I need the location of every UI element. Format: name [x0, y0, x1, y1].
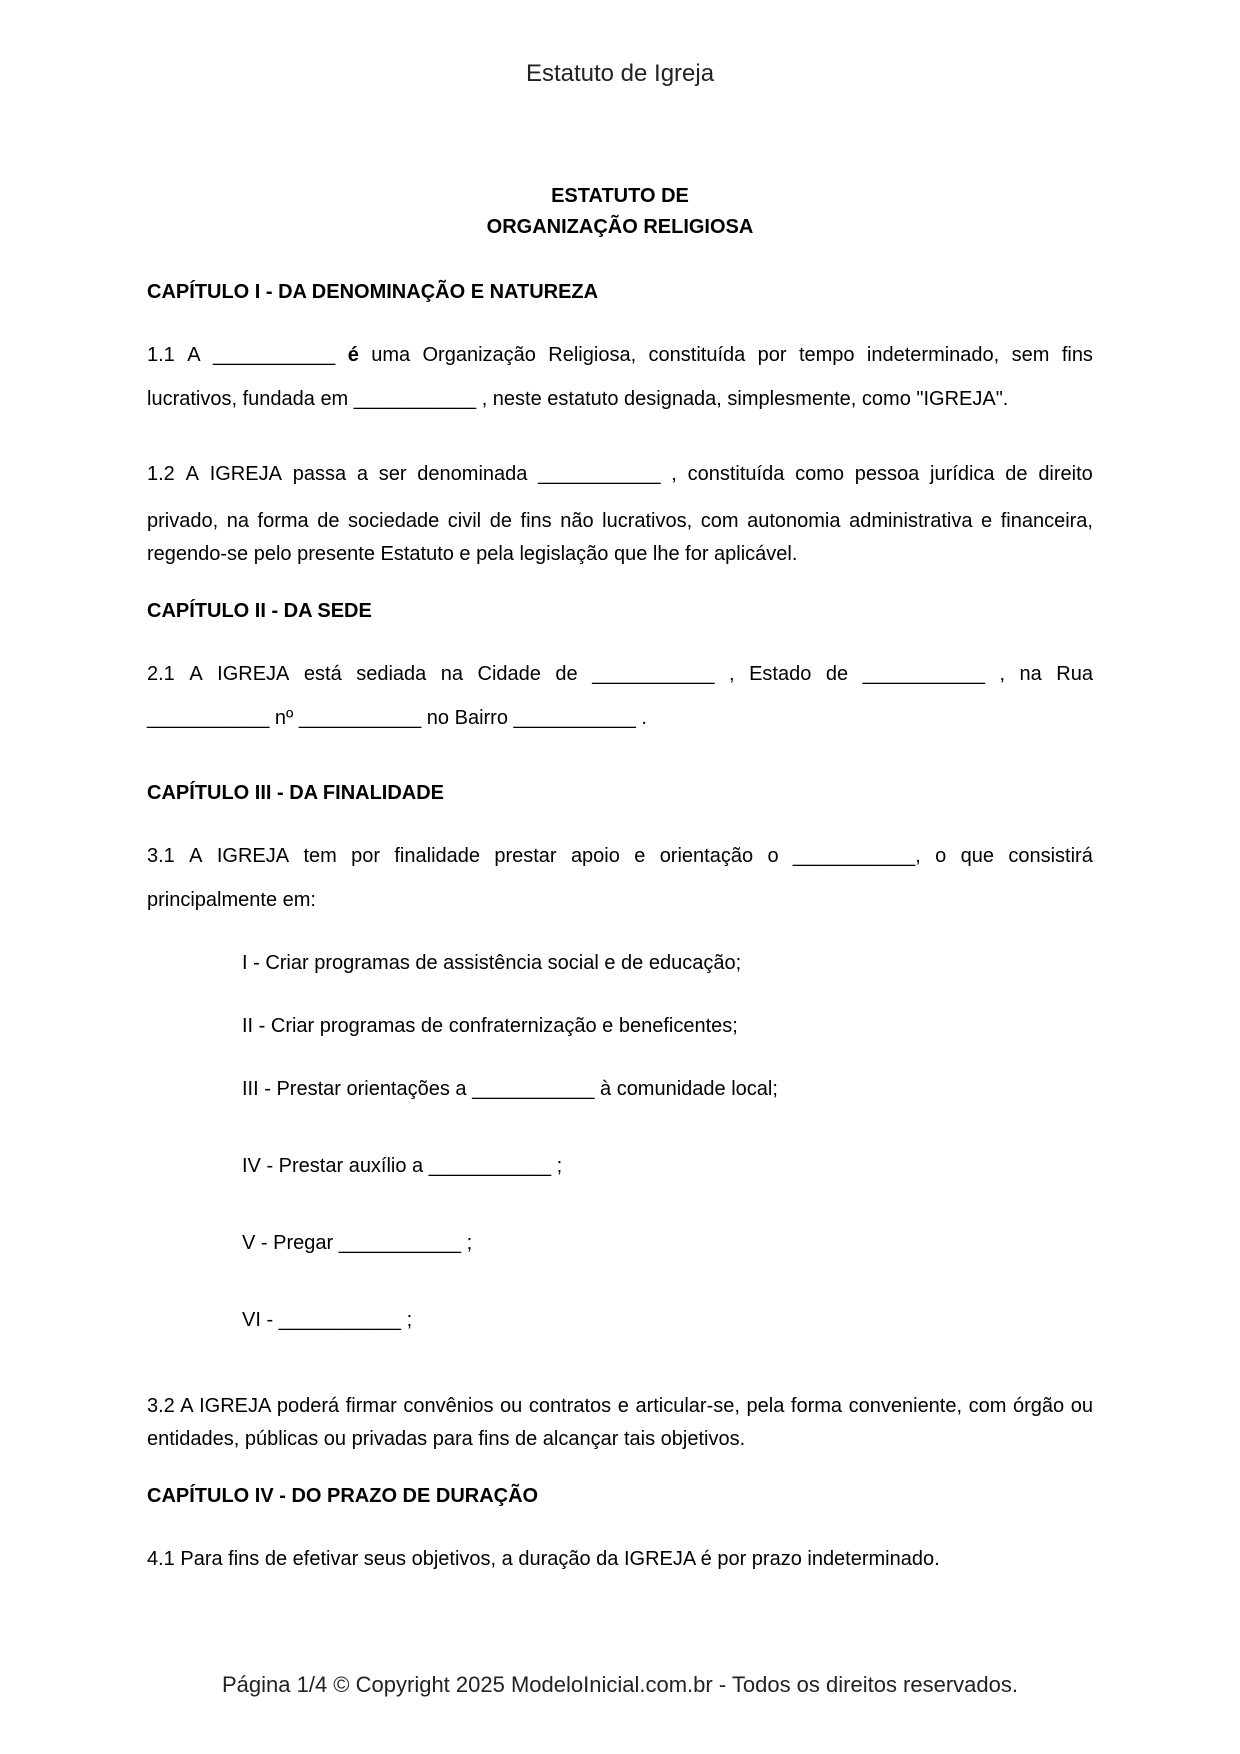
list-item: IV - Prestar auxílio a ___________ ; — [242, 1155, 563, 1177]
word: na — [440, 663, 464, 685]
clause-3-1-line2: principalmente em: — [147, 889, 316, 911]
clause-3-1-line1 — [147, 845, 1093, 868]
clause-4-1: 4.1 Para fins de efetivar seus objetivos, a duração da IGREJA é por prazo indeterminado. — [147, 1548, 940, 1570]
clause-2-1-line2: ___________ nº ___________ no Bairro ___________ . — [147, 707, 647, 729]
word: por — [351, 845, 381, 867]
word: A — [187, 344, 201, 366]
word: sediada — [356, 663, 427, 685]
word: na — [1019, 663, 1042, 685]
word: 3.1 — [147, 845, 175, 867]
list-item: VI - ___________ ; — [242, 1309, 413, 1331]
word: A — [189, 845, 203, 867]
word: Estado — [749, 663, 812, 685]
word: indeterminado, — [866, 344, 1000, 366]
clause-2-1-line1 — [147, 663, 1093, 686]
word: e — [634, 845, 646, 867]
document-title-line2: ORGANIZAÇÃO RELIGIOSA — [486, 216, 754, 238]
word: orientação — [659, 845, 754, 867]
word: , — [671, 463, 677, 485]
word: IGREJA — [216, 845, 290, 867]
word: consistirá — [1008, 845, 1093, 867]
word: prestar — [494, 845, 557, 867]
word: a — [356, 463, 368, 485]
clause-3-2: 3.2 A IGREJA poderá firmar convênios ou contratos e articular-se, pela forma conveniente, com órgão ou entidades, públicas ou privadas para fins de alcançar tais objetivos. — [147, 1395, 1093, 1450]
word: ___________ — [862, 663, 985, 685]
word: , — [729, 663, 735, 685]
word: , — [999, 663, 1006, 685]
word: Cidade — [477, 663, 541, 685]
word: 1.2 — [147, 463, 175, 485]
clause-1-2-line1 — [147, 463, 1093, 486]
list-item: II - Criar programas de confraternização e beneficentes; — [242, 1015, 738, 1037]
document-title-line1: ESTATUTO DE — [551, 185, 689, 207]
word: IGREJA — [217, 663, 290, 685]
word: 2.1 — [147, 663, 175, 685]
chapter-2-heading: CAPÍTULO II - DA SEDE — [147, 600, 372, 622]
word: denominada — [417, 463, 528, 485]
word: tempo — [798, 344, 855, 366]
list-item: III - Prestar orientações a ___________ à comunidade local; — [242, 1078, 778, 1100]
word: por — [757, 344, 787, 366]
word: Rua — [1056, 663, 1093, 685]
word: sem — [1011, 344, 1050, 366]
word: ser — [378, 463, 407, 485]
word: pessoa — [854, 463, 920, 485]
chapter-4-heading: CAPÍTULO IV - DO PRAZO DE DURAÇÃO — [147, 1485, 539, 1507]
word: jurídica — [930, 463, 995, 485]
word: 1.1 — [147, 344, 175, 366]
list-item: V - Pregar ___________ ; — [242, 1232, 473, 1254]
word: IGREJA — [209, 463, 282, 485]
word: de — [825, 663, 849, 685]
word: fins — [1061, 344, 1093, 366]
word: A — [189, 663, 203, 685]
word: Religiosa, — [548, 344, 637, 366]
word: o — [935, 845, 947, 867]
word: está — [303, 663, 342, 685]
word: que — [960, 845, 995, 867]
clause-1-1-line1 — [147, 344, 1093, 367]
chapter-1-heading: CAPÍTULO I - DA DENOMINAÇÃO E NATUREZA — [147, 281, 599, 303]
word: constituída — [648, 344, 746, 366]
word: é — [347, 344, 359, 366]
list-item: I - Criar programas de assistência social e de educação; — [242, 952, 742, 974]
word: ___________, — [792, 845, 921, 867]
word: constituída — [687, 463, 785, 485]
clause-1-1-line2: lucrativos, fundada em ___________ , neste estatuto designada, simplesmente, como "IGREJA". — [147, 388, 1009, 410]
word: como — [795, 463, 845, 485]
clause-1-2-rest: privado, na forma de sociedade civil de fins não lucrativos, com autonomia administrativa e financeira, regendo-se pelo presente Estatuto e pela legislação que lhe for aplicável. — [147, 510, 1093, 565]
word: de — [1005, 463, 1028, 485]
word: de — [555, 663, 578, 685]
word: ___________ — [538, 463, 661, 485]
word: tem — [303, 845, 337, 867]
word: o — [767, 845, 779, 867]
chapter-3-heading: CAPÍTULO III - DA FINALIDADE — [147, 782, 445, 804]
word: apoio — [570, 845, 620, 867]
page-header: Estatuto de Igreja — [525, 60, 715, 87]
word: A — [185, 463, 199, 485]
page-footer: Página 1/4 © Copyright 2025 ModeloInicial.com.br - Todos os direitos reservados. — [222, 1672, 1018, 1697]
word: ___________ — [592, 663, 715, 685]
word: ___________ — [212, 344, 336, 366]
word: Organização — [422, 344, 536, 366]
word: uma — [371, 344, 411, 366]
word: passa — [292, 463, 347, 485]
word: direito — [1038, 463, 1093, 485]
word: finalidade — [394, 845, 480, 867]
